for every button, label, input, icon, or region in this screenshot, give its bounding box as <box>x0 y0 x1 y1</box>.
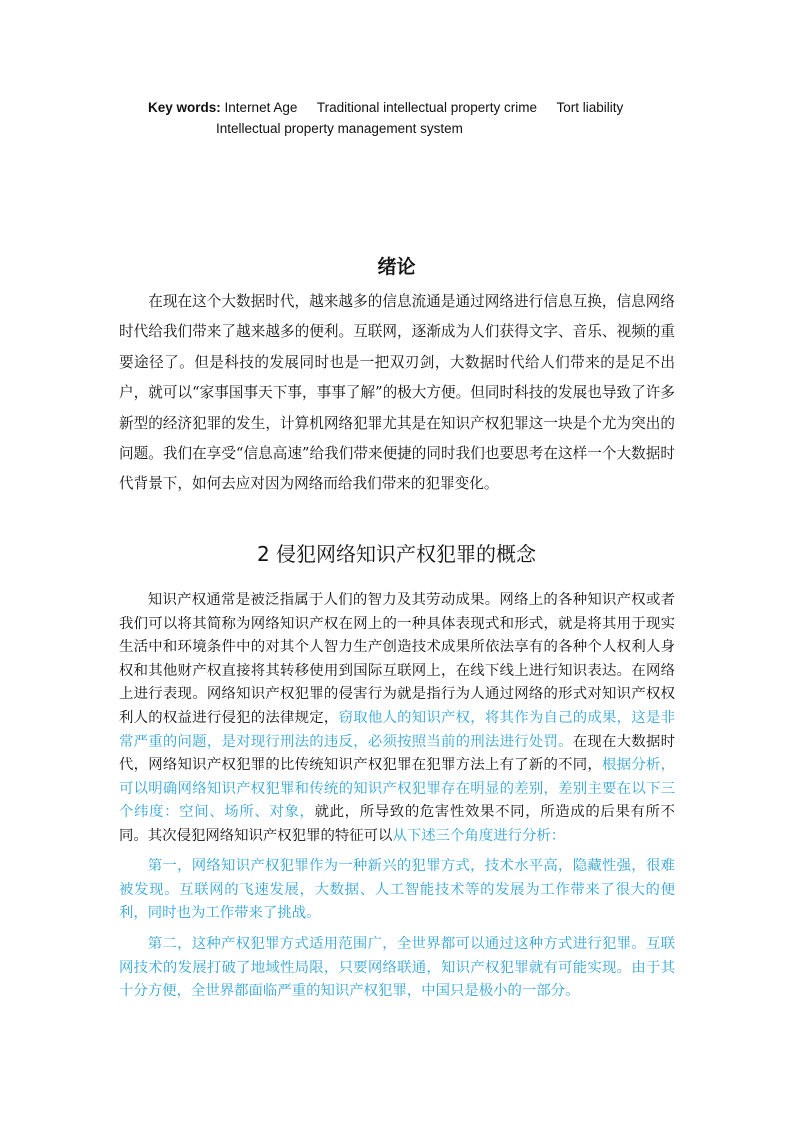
text-segment: 知识产权通常是被泛指属于人们的智力及其劳动成果。网络上的各种知识产权或者我们可以将其简称为网络知识产权在网上的一种具体表现式和形式，就是将其用于现实生活中和环境条件中的对其个人智力生产创造技术成果所依法享有的各种个人权利人身权和其他财产权直接将其转移使用到国际互联网上，在线下线上进行知识表达。在网络上进行表现。网络知识产权犯罪的侵害行为就是指行为人通过网络的形式对知识产权权利人的权益进行侵犯的法律规定， <box>119 592 675 726</box>
text-segment: 在现在大数据时代，网络知识产权犯罪的比传统知识产权犯罪在犯罪方法上有了新的不同， <box>119 733 675 774</box>
highlighted-text-segment: 根据分析，可以明确网络知识产权犯罪和传统的知识产权犯罪存在明显的差别，差别主要在以下三个纬度：空间、场所、对象， <box>119 757 675 821</box>
section-2-paragraph <box>119 589 675 849</box>
text-segment: 就此，所导致的危害性效果不同，所造成的后果有所不同。其次侵犯网络知识产权犯罪的特征可以 <box>119 804 675 844</box>
keyword-item: Intellectual property management system <box>216 121 463 136</box>
intro-heading: 绪论 <box>377 256 416 278</box>
keywords-line-2 <box>148 118 688 139</box>
point-1-paragraph: 第一，网络知识产权犯罪作为一种新兴的犯罪方式，技术水平高，隐藏性强，很难被发现。互联网的飞速发展，大数据、人工智能技术等的发展为工作带来了很大的便利，同时也为工作带来了挑战。 <box>119 858 675 922</box>
highlighted-text-segment: 窃取他人的知识产权，将其作为自己的成果，这是非常严重的问题，是对现行刑法的违反，必须按照当前的刑法进行处罚。 <box>119 709 675 750</box>
keyword-item: Internet Age <box>224 100 298 115</box>
keywords-block <box>148 97 688 139</box>
keyword-item: Traditional intellectual property crime <box>316 100 537 115</box>
intro-paragraph: 在现在这个大数据时代，越来越多的信息流通是通过网络进行信息互换，信息网络时代给我们带来了越来越多的便利。互联网，逐渐成为人们获得文字、音乐、视频的重要途径了。但是科技的发展同时也是一把双刃剑，大数据时代给人们带来的是足不出户，就可以“家事国事天下事，事事了解”的极大方便。但同时科技的发展也导致了许多新型的经济犯罪的发生，计算机网络犯罪尤其是在知识产权犯罪这一块是个尤为突出的问题。我们在享受“信息高速”给我们带来便捷的同时我们也要思考在这样一个大数据时代背景下，如何去应对因为网络而给我们带来的犯罪变化。 <box>119 293 675 493</box>
keywords-label: Key words: <box>148 100 221 115</box>
keywords-line-1 <box>148 97 688 118</box>
point-2-paragraph: 第二，这种产权犯罪方式适用范围广，全世界都可以通过这种方式进行犯罪。互联网技术的发展打破了地域性局限，只要网络联通，知识产权犯罪就有可能实现。由于其十分方便，全世界都面临严重的知识产权犯罪，中国只是极小的一部分。 <box>119 936 675 1000</box>
section-2-heading: 2 侵犯网络知识产权犯罪的概念 <box>256 542 537 566</box>
highlighted-text-segment: 从下述三个角度进行分析： <box>392 827 566 844</box>
keyword-item: Tort liability <box>556 100 624 115</box>
